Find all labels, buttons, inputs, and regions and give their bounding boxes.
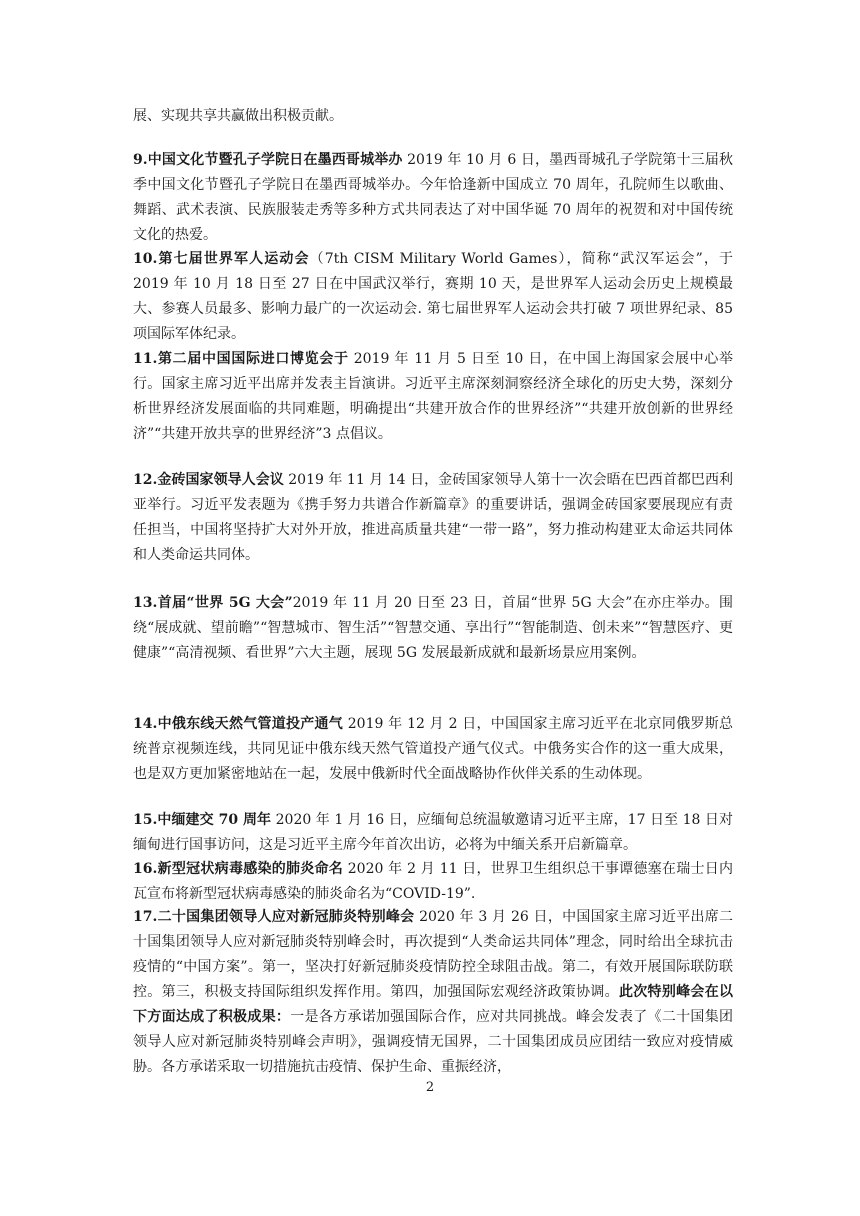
- item-title: 17.二十国集团领导人应对新冠肺炎特别峰会: [133, 909, 415, 925]
- paragraph-item-14: [133, 712, 733, 787]
- paragraph-item-15: [133, 808, 733, 858]
- item-body: 2019 年 12 月 2 日，中国国家主席习近平在北京同俄罗斯总统普京视频连线，共同见证中俄东线天然气管道投产通气仪式。中俄务实合作的这一重大成果，也是双方更加紧密地站在一起，发展中俄新时代全面战略协作伙伴关系的生动体现。: [133, 716, 733, 782]
- item-title: 13.首届“世界 5G 大会”: [133, 595, 293, 611]
- item-body: 2020 年 3 月 26 日，中国国家主席习近平出席二十国集团领导人应对新冠肺炎特别峰会时，再次提到“人类命运共同体”理念，同时给出全球抗击疫情的“中国方案”。第一，坚决打好新冠肺炎疫情防控全球阻击战。第二，有效开展国际联防联控。第三，积极支持国际组织发挥作用。第四，加强国际宏观经济政策协调。: [133, 909, 733, 1000]
- paragraph-item-17: [133, 905, 733, 1080]
- item-body: 2020 年 1 月 16 日，应缅甸总统温敏邀请习近平主席，17 日至 18 日对缅甸进行国事访问，这是习近平主席今年首次出访，必将为中缅关系开启新篇章。: [133, 812, 733, 853]
- paragraph-item-11: [133, 347, 733, 447]
- item-bold-summary: 此次特别峰会在以下方面达成了积极成果：: [133, 984, 734, 1025]
- item-body: 2019 年 11 月 14 日，金砖国家领导人第十一次会晤在巴西首都巴西利亚举行。习近平发表题为《携手努力共谱合作新篇章》的重要讲话，强调金砖国家要展现应有责任担当，中国将坚持扩大对外开放，推进高质量共建“一带一路”，努力推动构建亚太命运共同体和人类命运共同体。: [133, 472, 733, 563]
- paragraph-continuation: 展、实现共享共赢做出积极贡献。: [133, 108, 343, 124]
- page-number: 2: [425, 1080, 435, 1095]
- paragraph-item-16: [133, 857, 733, 907]
- paragraph-item-13: [133, 591, 733, 666]
- paragraph-item-12: [133, 468, 733, 568]
- item-title: 16.新型冠状病毒感染的肺炎命名: [133, 861, 344, 877]
- item-title: 12.金砖国家领导人会议: [133, 472, 284, 488]
- item-title: 10.第七届世界军人运动会: [133, 251, 310, 267]
- item-title: 14.中俄东线天然气管道投产通气: [133, 716, 344, 732]
- item-tail: 一是各方承诺加强国际合作，应对共同挑战。峰会发表了《二十国集团领导人应对新冠肺炎特别峰会声明》，强调疫情无国界，二十国集团成员应团结一致应对疫情威胁。各方承诺采取一切措施抗击疫情、保护生命、重振经济，: [133, 1009, 734, 1075]
- item-body: 2019 年 11 月 20 日至 23 日，首届“世界 5G 大会”在亦庄举办。围绕“展成就、望前瞻”“智慧城市、智生活”“智慧交通、享出行”“智能制造、创未来”“智慧医疗、更健康”“高清视频、看世界”六大主题，展现 5G 发展最新成就和最新场景应用案例。: [133, 595, 733, 661]
- item-title: 11.第二届中国国际进口博览会于: [133, 351, 349, 367]
- item-body: 2020 年 2 月 11 日，世界卫生组织总干事谭德塞在瑞士日内瓦宣布将新型冠状病毒感染的肺炎命名为“COVID-19”.: [133, 861, 733, 902]
- paragraph-item-9: [133, 148, 733, 248]
- item-body: 2019 年 11 月 5 日至 10 日，在中国上海国家会展中心举行。国家主席习近平出席并发表主旨演讲。习近平主席深刻洞察经济全球化的历史大势，深刻分析世界经济发展面临的共同难题，明确提出“共建开放合作的世界经济”“共建开放创新的世界经济”“共建开放共享的世界经济”3 点倡议。: [133, 351, 734, 442]
- paragraph-item-10: [133, 247, 733, 347]
- item-body: （7th CISM Military World Games），简称“武汉军运会”，于 2019 年 10 月 18 日至 27 日在中国武汉举行，赛期 10 天，是世界军人运动会历史上规模最大、参赛人员最多、影响力最广的一次运动会. 第七届世界军人运动会共打破 7 项世界纪录、85 项国际军体纪录。: [133, 251, 734, 342]
- item-title: 15.中缅建交 70 周年: [133, 812, 272, 828]
- item-title: 9.中国文化节暨孔子学院日在墨西哥城举办: [133, 152, 403, 168]
- item-body: 2019 年 10 月 6 日，墨西哥城孔子学院第十三届秋季中国文化节暨孔子学院日在墨西哥城举办。今年恰逢新中国成立 70 周年，孔院师生以歌曲、舞蹈、武术表演、民族服装走秀等多种方式共同表达了对中国华诞 70 周年的祝贺和对中国传统文化的热爱。: [133, 152, 733, 243]
